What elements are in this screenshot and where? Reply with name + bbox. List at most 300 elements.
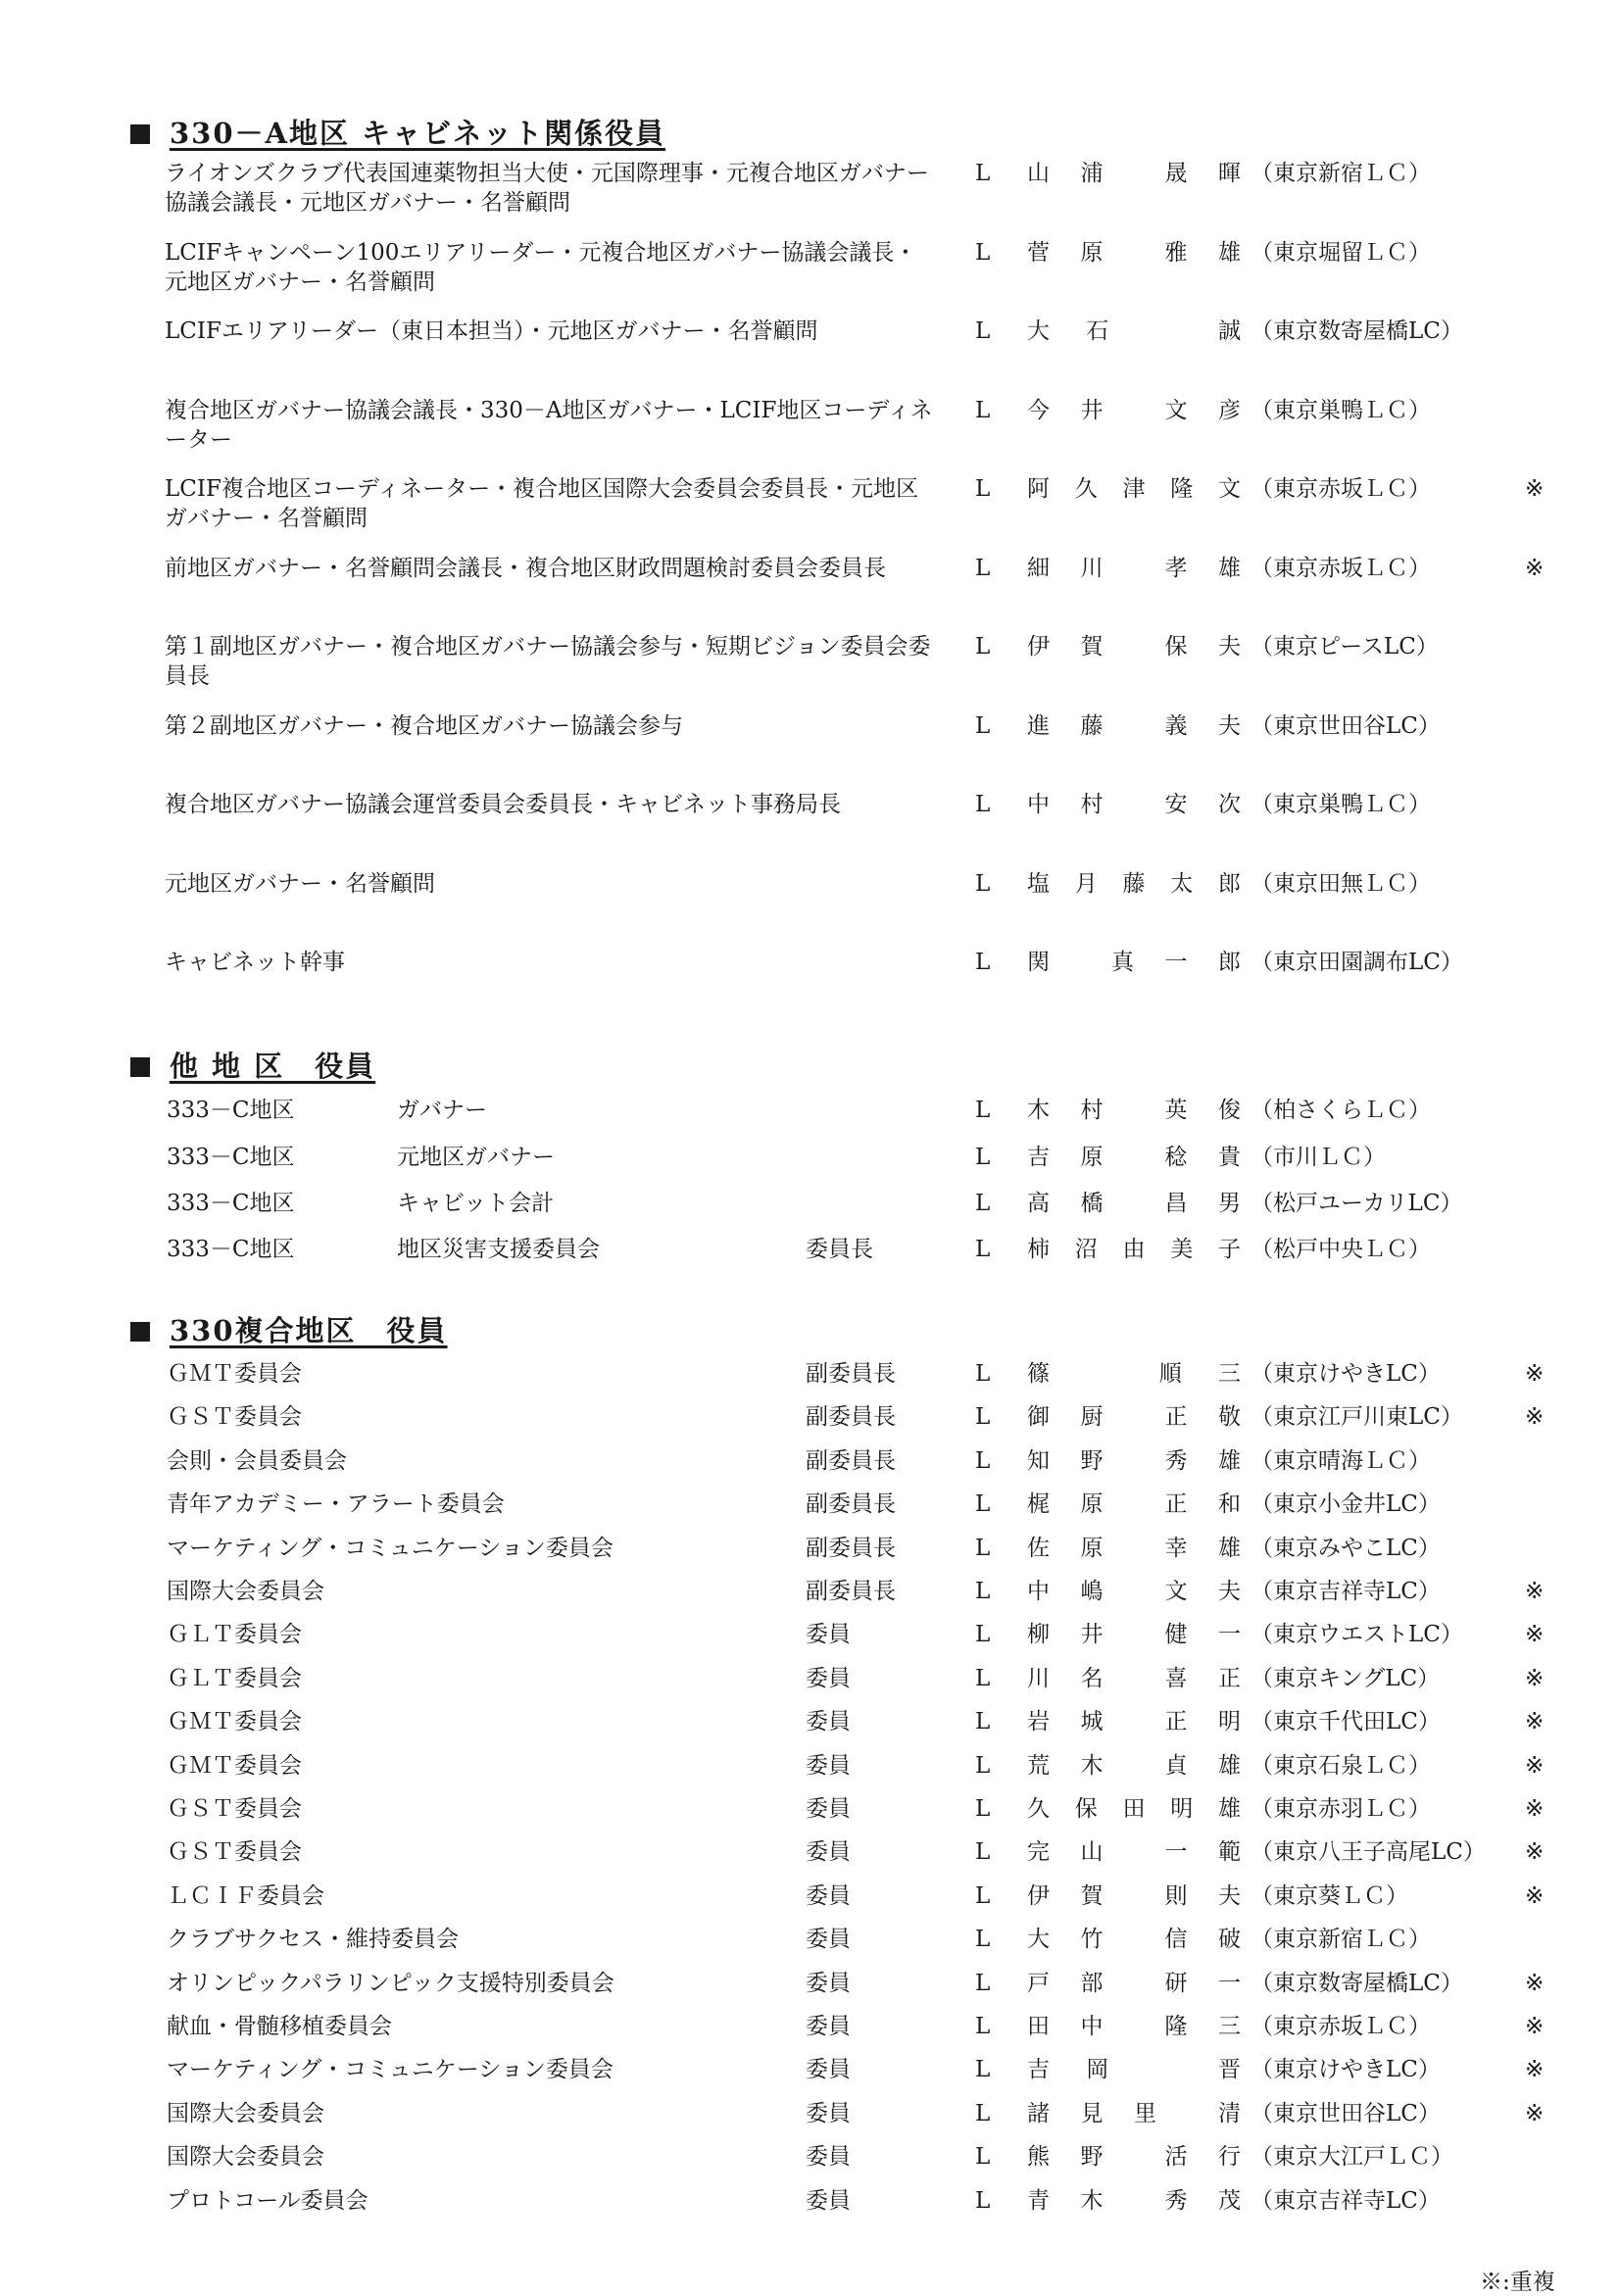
committee-role: 委員 <box>806 2144 851 2171</box>
officer-title: キャビネット幹事 <box>165 950 345 975</box>
name-char: 伊 <box>1027 634 1050 659</box>
name-char: 信 <box>1164 1927 1188 1953</box>
member-name <box>1027 711 1241 741</box>
name-char: 川 <box>1080 556 1104 581</box>
name-char: 柿 <box>1027 1237 1050 1262</box>
name-char: 保 <box>1074 1796 1098 1822</box>
section-title <box>130 114 665 153</box>
officer-title: 前地区ガバナー・名誉顧問会議長・複合地区財政問題検討委員会委員長 <box>165 556 886 581</box>
name-char: 津 <box>1122 476 1146 502</box>
committee-name: ＧＭＴ委員会 <box>167 1709 302 1735</box>
name-char: 原 <box>1080 1535 1104 1561</box>
member-name <box>1027 1969 1241 1998</box>
committee-name: 献血・骨髄移植委員会 <box>167 2014 392 2039</box>
officer-title: LCIF複合地区コーディネーター・複合地区国際大会委員会委員長・元地区ガバナー・名誉顧問 <box>165 476 919 531</box>
name-char: 村 <box>1080 792 1104 817</box>
committee-role: 副委員長 <box>806 1404 896 1431</box>
section-title <box>130 1311 448 1350</box>
member-name <box>1027 1664 1241 1693</box>
name-char: 正 <box>1164 1709 1188 1735</box>
name-char: 細 <box>1027 556 1050 581</box>
name-char: 英 <box>1164 1098 1188 1123</box>
club-name: （東京キングLC） <box>1251 1665 1441 1691</box>
name-char: 完 <box>1027 1839 1050 1866</box>
name-char: 田 <box>1027 2014 1050 2039</box>
duplicate-mark: ※ <box>1525 2014 1545 2039</box>
name-char: 阿 <box>1027 476 1050 502</box>
committee-name: 国際大会委員会 <box>167 1579 324 1604</box>
name-char: 浦 <box>1080 161 1104 186</box>
lion-prefix: L <box>975 240 991 266</box>
name-char: 佐 <box>1027 1535 1050 1561</box>
name-char: 塩 <box>1027 871 1050 897</box>
committee-name: 国際大会委員会 <box>167 2144 324 2171</box>
lion-prefix: L <box>975 1752 991 1779</box>
duplicate-mark: ※ <box>1525 1665 1545 1691</box>
name-char: 明 <box>1218 1709 1241 1735</box>
member-name <box>1027 1881 1241 1911</box>
name-char: 郎 <box>1218 950 1241 975</box>
member-name <box>1027 632 1241 661</box>
name-char: 村 <box>1080 1098 1104 1123</box>
name-char: 井 <box>1080 1622 1104 1648</box>
club-name: （東京世田谷LC） <box>1251 713 1441 739</box>
name-char: 雅 <box>1164 240 1188 266</box>
name-char: 厨 <box>1080 1404 1104 1431</box>
name-char: 久 <box>1074 476 1098 502</box>
officer-title: LCIFエリアリーダー（東日本担当）・元地区ガバナー・名誉顧問 <box>165 318 818 344</box>
club-name: （東京みやこLC） <box>1251 1535 1441 1561</box>
club-name: （東京石泉ＬＣ） <box>1251 1752 1431 1779</box>
name-char: 石 <box>1086 318 1109 344</box>
name-char: 稔 <box>1164 1145 1188 1170</box>
name-char: 原 <box>1080 240 1104 266</box>
name-char: 梶 <box>1027 1491 1050 1518</box>
duplicate-mark: ※ <box>1525 1622 1545 1648</box>
lion-prefix: L <box>975 2144 991 2171</box>
committee-role: 副委員長 <box>806 1535 896 1561</box>
district-name: 333－C地区 <box>167 1237 295 1262</box>
name-char: 御 <box>1027 1404 1050 1431</box>
committee-role: 委員 <box>806 1622 851 1648</box>
name-char: 篠 <box>1027 1361 1050 1387</box>
name-char: 正 <box>1218 1665 1241 1691</box>
member-name <box>1027 1577 1241 1606</box>
name-char: 秀 <box>1164 1447 1188 1474</box>
name-char: 中 <box>1027 1579 1050 1604</box>
name-char: 賀 <box>1080 1882 1104 1909</box>
member-name <box>1027 2099 1241 2128</box>
committee-name: 青年アカデミー・アラート委員会 <box>167 1491 505 1518</box>
lion-prefix: L <box>975 713 991 739</box>
name-char: 貞 <box>1164 1752 1188 1779</box>
name-char: 山 <box>1080 1839 1104 1866</box>
club-name: （東京吉祥寺LC） <box>1251 2187 1441 2214</box>
lion-prefix: L <box>975 950 991 975</box>
name-char: 藤 <box>1122 871 1146 897</box>
section-bullet-icon <box>130 124 150 144</box>
name-char: 文 <box>1164 398 1188 423</box>
name-char: 俊 <box>1218 1098 1241 1123</box>
member-name <box>1027 317 1241 346</box>
name-char: 中 <box>1080 2014 1104 2039</box>
name-char: 正 <box>1164 1491 1188 1518</box>
name-char: 大 <box>1027 318 1050 344</box>
name-char: 次 <box>1218 792 1241 817</box>
club-name: （東京八王子高尾LC） <box>1251 1839 1486 1866</box>
member-name <box>1027 159 1241 188</box>
name-char: 知 <box>1027 1447 1050 1474</box>
section-bullet-icon <box>130 1057 150 1077</box>
name-char: 文 <box>1218 476 1241 502</box>
name-char: 一 <box>1218 1622 1241 1648</box>
club-name: （東京けやきLC） <box>1251 1361 1441 1387</box>
name-char: 木 <box>1080 2187 1104 2214</box>
name-char: 子 <box>1218 1237 1241 1262</box>
name-char: 菅 <box>1027 240 1050 266</box>
name-char: 一 <box>1164 1839 1188 1866</box>
name-char: 原 <box>1080 1491 1104 1518</box>
name-char: 伊 <box>1027 1882 1050 1909</box>
committee-role: 副委員長 <box>806 1491 896 1518</box>
member-name <box>1027 2186 1241 2216</box>
name-char: 城 <box>1080 1709 1104 1735</box>
name-char: 正 <box>1164 1404 1188 1431</box>
name-char: 木 <box>1080 1752 1104 1779</box>
committee-role: 委員 <box>806 1796 851 1822</box>
lion-prefix: L <box>975 1447 991 1474</box>
lion-prefix: L <box>975 1491 991 1518</box>
name-char: 吉 <box>1027 2057 1050 2083</box>
member-name <box>1027 1402 1241 1432</box>
club-name: （東京葵ＬＣ） <box>1251 1882 1408 1909</box>
name-char: 秀 <box>1164 2187 1188 2214</box>
lion-prefix: L <box>975 1579 991 1604</box>
name-char: 明 <box>1170 1796 1194 1822</box>
club-name: （東京田園調布LC） <box>1251 950 1463 975</box>
name-char: 雄 <box>1218 240 1241 266</box>
committee-name: ＧＳＴ委員会 <box>167 1839 302 1866</box>
section-bullet-icon <box>130 1322 150 1342</box>
committee-name: ＧＳＴ委員会 <box>167 1404 302 1431</box>
name-char: 晋 <box>1218 2057 1241 2083</box>
club-name: （東京千代田LC） <box>1251 1709 1441 1735</box>
lion-prefix: L <box>975 792 991 817</box>
officer-title: ライオンズクラブ代表国連薬物担当大使・元国際理事・元複合地区ガバナー協議会議長・元地区ガバナー・名誉顧問 <box>165 161 929 216</box>
name-char: 竹 <box>1080 1927 1104 1953</box>
member-name <box>1027 1359 1241 1389</box>
member-name <box>1027 790 1241 819</box>
committee-name: マーケティング・コミュニケーション委員会 <box>167 1535 614 1561</box>
member-name <box>1027 1620 1241 1649</box>
member-name <box>1027 474 1241 504</box>
member-name <box>1027 948 1241 977</box>
committee-role: 委員 <box>806 2100 851 2126</box>
name-char: 雄 <box>1218 1447 1241 1474</box>
name-char: 橋 <box>1080 1191 1104 1216</box>
name-char: 雄 <box>1218 1796 1241 1822</box>
name-char: 夫 <box>1218 634 1241 659</box>
officer-role: 元地区ガバナー <box>397 1145 555 1170</box>
committee-role: 委員 <box>806 2057 851 2083</box>
lion-prefix: L <box>975 1839 991 1866</box>
name-char: 岩 <box>1027 1709 1050 1735</box>
committee-name: ＧＬＴ委員会 <box>167 1622 302 1648</box>
name-char: 名 <box>1080 1665 1104 1691</box>
committee-role: 委員 <box>806 1665 851 1691</box>
name-char: 中 <box>1027 792 1050 817</box>
name-char: 清 <box>1218 2100 1241 2126</box>
officer-role: ガバナー <box>397 1098 487 1123</box>
name-char: 戸 <box>1027 1970 1050 1996</box>
lion-prefix: L <box>975 1970 991 1996</box>
name-char: 晟 <box>1164 161 1188 186</box>
officer-title: 第２副地区ガバナー・複合地区ガバナー協議会参与 <box>165 713 683 739</box>
club-name: （東京晴海ＬＣ） <box>1251 1447 1431 1474</box>
name-char: 見 <box>1080 2100 1104 2126</box>
duplicate-mark: ※ <box>1525 1882 1545 1909</box>
club-name: （東京世田谷LC） <box>1251 2100 1441 2126</box>
committee-name: プロトコール委員会 <box>167 2187 368 2214</box>
name-char: 茂 <box>1218 2187 1241 2214</box>
duplicate-mark: ※ <box>1525 476 1545 502</box>
duplicate-mark: ※ <box>1525 1361 1545 1387</box>
district-name: 333－C地区 <box>167 1098 295 1123</box>
member-name <box>1027 1490 1241 1519</box>
section-title-text: 330複合地区 役員 <box>170 1314 448 1347</box>
duplicate-mark: ※ <box>1525 1404 1545 1431</box>
section-title-text: 330－A地区 キャビネット関係役員 <box>170 117 666 150</box>
club-name: （東京赤羽ＬＣ） <box>1251 1796 1431 1822</box>
lion-prefix: L <box>975 871 991 897</box>
club-name: （東京江戸川東LC） <box>1251 1404 1463 1431</box>
club-name: （東京赤坂ＬＣ） <box>1251 556 1431 581</box>
duplicate-mark: ※ <box>1525 2057 1545 2083</box>
lion-prefix: L <box>975 1145 991 1170</box>
name-char: 進 <box>1027 713 1050 739</box>
member-name <box>1027 2055 1241 2084</box>
committee-role: 委員 <box>806 1839 851 1866</box>
name-char: 今 <box>1027 398 1050 423</box>
committee-name: ＧＳＴ委員会 <box>167 1796 302 1822</box>
committee-name: クラブサクセス・維持委員会 <box>167 1927 460 1953</box>
name-char: 山 <box>1027 161 1050 186</box>
name-char: 三 <box>1218 2014 1241 2039</box>
name-char: 敬 <box>1218 1404 1241 1431</box>
lion-prefix: L <box>975 2100 991 2126</box>
club-name: （東京小金井LC） <box>1251 1491 1441 1518</box>
name-char: 美 <box>1170 1237 1194 1262</box>
club-name: （東京巣鴨ＬＣ） <box>1251 792 1431 817</box>
name-char: 夫 <box>1218 1882 1241 1909</box>
member-name <box>1027 1235 1241 1264</box>
committee-role: 委員 <box>806 2014 851 2039</box>
committee-name: 会則・会員委員会 <box>167 1447 347 1474</box>
name-char: 彦 <box>1218 398 1241 423</box>
officer-title: 元地区ガバナー・名誉顧問 <box>165 871 435 897</box>
name-char: 青 <box>1027 2187 1050 2214</box>
duplicate-mark: ※ <box>1525 1839 1545 1866</box>
lion-prefix: L <box>975 2014 991 2039</box>
name-char: 暉 <box>1218 161 1241 186</box>
committee-role: 委員 <box>806 1970 851 1996</box>
name-char: 諸 <box>1027 2100 1050 2126</box>
club-name: （柏さくらＬＣ） <box>1251 1098 1431 1123</box>
name-char: 月 <box>1074 871 1098 897</box>
name-char: 原 <box>1080 1145 1104 1170</box>
club-name: （東京数寄屋橋LC） <box>1251 318 1463 344</box>
club-name: （東京堀留ＬＣ） <box>1251 240 1431 266</box>
name-char: 井 <box>1080 398 1104 423</box>
officer-role: 地区災害支援委員会 <box>397 1237 600 1262</box>
member-name <box>1027 2012 1241 2041</box>
name-char: 里 <box>1134 2100 1156 2126</box>
club-name: （市川ＬＣ） <box>1251 1145 1386 1170</box>
club-name: （東京新宿ＬＣ） <box>1251 161 1431 186</box>
club-name: （東京田無ＬＣ） <box>1251 871 1431 897</box>
name-char: 高 <box>1027 1191 1050 1216</box>
member-name <box>1027 1751 1241 1781</box>
member-name <box>1027 1794 1241 1824</box>
committee-role: 副委員長 <box>806 1579 896 1604</box>
name-char: 隆 <box>1170 476 1194 502</box>
name-char: 昌 <box>1164 1191 1188 1216</box>
name-char: 行 <box>1218 2144 1241 2171</box>
name-char: 吉 <box>1027 1145 1050 1170</box>
officer-title: 第１副地区ガバナー・複合地区ガバナー協議会参与・短期ビジョン委員会委員長 <box>165 634 931 689</box>
name-char: 賀 <box>1080 634 1104 659</box>
committee-role: 委員 <box>806 1927 851 1953</box>
lion-prefix: L <box>975 1361 991 1387</box>
officer-title: 複合地区ガバナー協議会議長・330－A地区ガバナー・LCIF地区コーディネーター <box>165 398 933 453</box>
lion-prefix: L <box>975 2187 991 2214</box>
club-name: （松戸中央ＬＣ） <box>1251 1237 1431 1262</box>
lion-prefix: L <box>975 1665 991 1691</box>
name-char: 由 <box>1122 1237 1146 1262</box>
name-char: 郎 <box>1218 871 1241 897</box>
lion-prefix: L <box>975 476 991 502</box>
lion-prefix: L <box>975 1709 991 1735</box>
club-name: （東京ピースLC） <box>1251 634 1439 659</box>
duplicate-mark: ※ <box>1525 1970 1545 1996</box>
name-char: 保 <box>1164 634 1188 659</box>
lion-prefix: L <box>975 318 991 344</box>
committee-role: 委員 <box>806 2187 851 2214</box>
member-name <box>1027 1925 1241 1954</box>
section-title-text: 他 地 区 役員 <box>170 1050 376 1083</box>
name-char: 義 <box>1164 713 1188 739</box>
name-char: 和 <box>1218 1491 1241 1518</box>
footnote: ※:重複 <box>1480 2270 1555 2295</box>
lion-prefix: L <box>975 1927 991 1953</box>
committee-role: 副委員長 <box>806 1361 896 1387</box>
duplicate-mark: ※ <box>1525 1709 1545 1735</box>
lion-prefix: L <box>975 2057 991 2083</box>
name-char: 柳 <box>1027 1622 1050 1648</box>
committee-name: 国際大会委員会 <box>167 2100 324 2126</box>
name-char: 木 <box>1027 1098 1050 1123</box>
member-name <box>1027 396 1241 425</box>
name-char: 部 <box>1080 1970 1104 1996</box>
member-name <box>1027 1446 1241 1476</box>
name-char: 雄 <box>1218 1535 1241 1561</box>
officer-role: キャビット会計 <box>397 1191 555 1216</box>
club-name: （東京赤坂ＬＣ） <box>1251 476 1431 502</box>
name-char: 関 <box>1027 950 1050 975</box>
district-name: 333－C地区 <box>167 1191 295 1216</box>
name-char: 三 <box>1218 1361 1241 1387</box>
section-title <box>130 1047 375 1086</box>
club-name: （東京数寄屋橋LC） <box>1251 1970 1463 1996</box>
club-name: （東京赤坂ＬＣ） <box>1251 2014 1431 2039</box>
name-char: 野 <box>1080 2144 1104 2171</box>
name-char: 夫 <box>1218 1579 1241 1604</box>
name-char: 熊 <box>1027 2144 1050 2171</box>
lion-prefix: L <box>975 1622 991 1648</box>
club-name: （東京新宿ＬＣ） <box>1251 1927 1431 1953</box>
name-char: 夫 <box>1218 713 1241 739</box>
name-char: 野 <box>1080 1447 1104 1474</box>
committee-name: マーケティング・コミュニケーション委員会 <box>167 2057 614 2083</box>
lion-prefix: L <box>975 556 991 581</box>
name-char: 文 <box>1164 1579 1188 1604</box>
name-char: 幸 <box>1164 1535 1188 1561</box>
name-char: 破 <box>1218 1927 1241 1953</box>
name-char: 順 <box>1158 1361 1182 1387</box>
lion-prefix: L <box>975 1191 991 1216</box>
member-name <box>1027 2142 1241 2172</box>
district-name: 333－C地区 <box>167 1145 295 1170</box>
name-char: 荒 <box>1027 1752 1050 1779</box>
name-char: 誠 <box>1218 318 1241 344</box>
committee-name: ＧＭＴ委員会 <box>167 1752 302 1779</box>
club-name: （東京大江戸ＬＣ） <box>1251 2144 1453 2171</box>
name-char: 大 <box>1027 1927 1050 1953</box>
lion-prefix: L <box>975 161 991 186</box>
lion-prefix: L <box>975 398 991 423</box>
club-name: （東京巣鴨ＬＣ） <box>1251 398 1431 423</box>
officer-title: 委員長 <box>806 1237 873 1262</box>
name-char: 久 <box>1027 1796 1050 1822</box>
name-char: 嶋 <box>1080 1579 1104 1604</box>
member-name <box>1027 238 1241 268</box>
name-char: 一 <box>1164 950 1188 975</box>
member-name <box>1027 1096 1241 1125</box>
officer-title: 複合地区ガバナー協議会運営委員会委員長・キャビネット事務局長 <box>165 792 841 817</box>
lion-prefix: L <box>975 1098 991 1123</box>
name-char: 隆 <box>1164 2014 1188 2039</box>
name-char: 真 <box>1111 950 1134 975</box>
committee-name: ＧＭＴ委員会 <box>167 1361 302 1387</box>
officer-title: LCIFキャンペーン100エリアリーダー・元複合地区ガバナー協議会議長・元地区ガバナー・名誉顧問 <box>165 240 917 295</box>
name-char: 岡 <box>1086 2057 1109 2083</box>
member-name <box>1027 554 1241 583</box>
duplicate-mark: ※ <box>1525 556 1545 581</box>
name-char: 貴 <box>1218 1145 1241 1170</box>
name-char: 孝 <box>1164 556 1188 581</box>
name-char: 田 <box>1122 1796 1146 1822</box>
name-char: 藤 <box>1080 713 1104 739</box>
member-name <box>1027 1837 1241 1867</box>
name-char: 健 <box>1164 1622 1188 1648</box>
lion-prefix: L <box>975 1404 991 1431</box>
committee-role: 委員 <box>806 1752 851 1779</box>
duplicate-mark: ※ <box>1525 1796 1545 1822</box>
committee-name: オリンピックパラリンピック支援特別委員会 <box>167 1970 614 1996</box>
committee-name: ＧＬＴ委員会 <box>167 1665 302 1691</box>
member-name <box>1027 1707 1241 1736</box>
member-name <box>1027 1534 1241 1563</box>
